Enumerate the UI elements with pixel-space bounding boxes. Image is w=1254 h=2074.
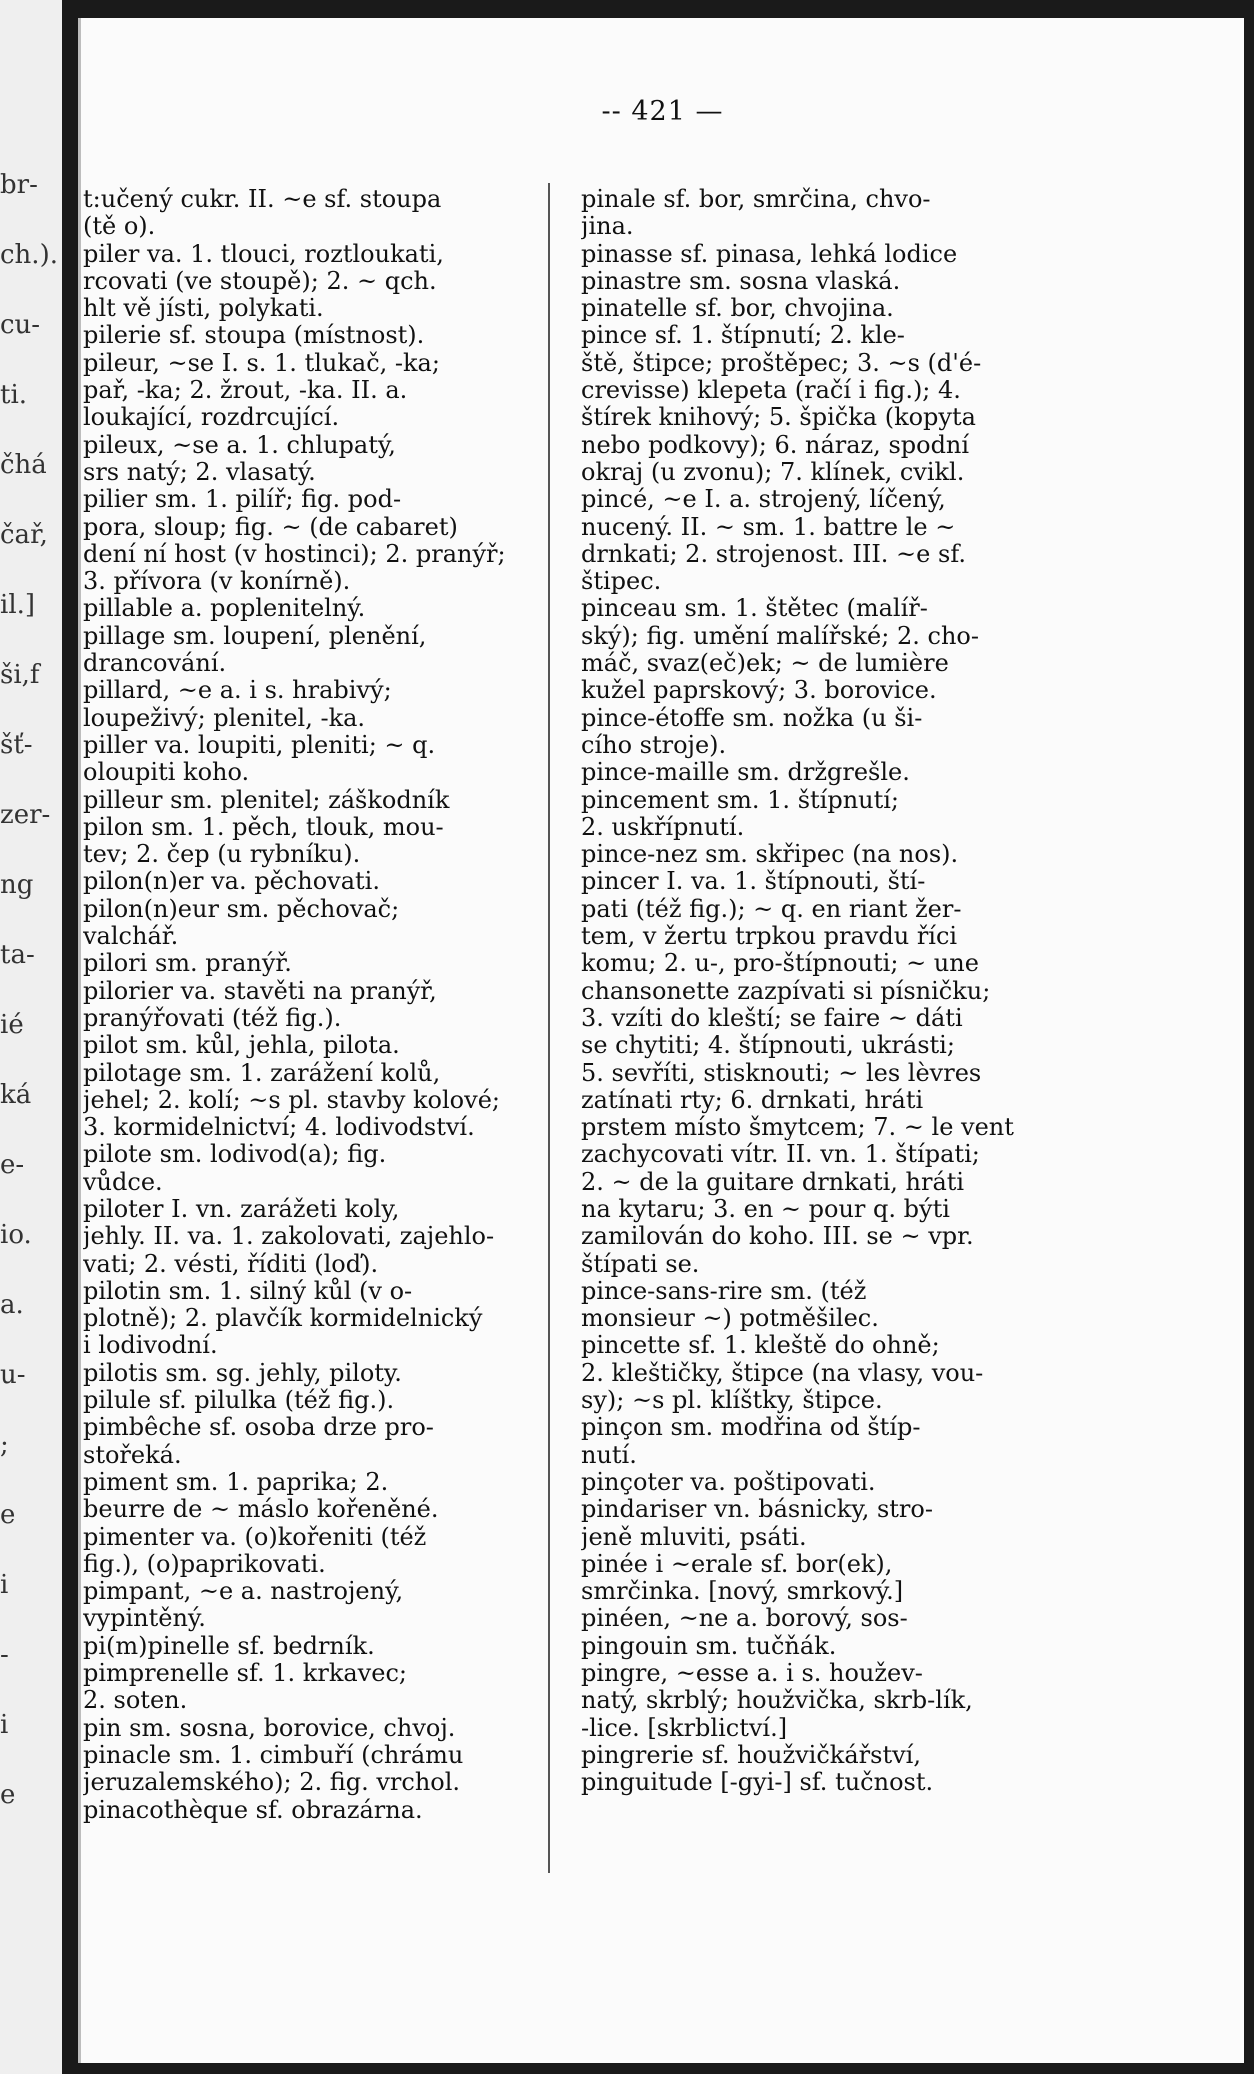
- dictionary-line: štípati se.: [581, 1249, 700, 1278]
- dictionary-line: okraj (u zvonu); 7. klínek, cvikl.: [581, 457, 965, 486]
- dictionary-line: pingre, ~esse a. i s. houžev-: [581, 1659, 923, 1688]
- dictionary-line: pinçoter va. poštipovati.: [581, 1467, 876, 1496]
- dictionary-line: zachycovati vítr. II. vn. 1. štípati;: [581, 1140, 980, 1169]
- dictionary-line: valchář.: [83, 922, 179, 951]
- dictionary-line: pranýřovati (též fig.).: [83, 1003, 342, 1032]
- dictionary-line: dení ní host (v hostinci); 2. pranýř;: [83, 539, 506, 568]
- dictionary-line: pati (též fig.); ~ q. en riant žer-: [581, 894, 962, 923]
- dictionary-line: pilotin sm. 1. silný kůl (v o-: [83, 1276, 413, 1305]
- previous-page-fragment: br-: [0, 170, 38, 200]
- dictionary-line: 3. kormidelnictví; 4. lodivodství.: [83, 1113, 475, 1142]
- dictionary-line: piloter I. vn. zarážeti koly,: [83, 1194, 400, 1223]
- dictionary-line: tem, v žertu trpkou pravdu říci: [581, 922, 958, 951]
- dictionary-line: pilotage sm. 1. zarážení kolů,: [83, 1058, 441, 1087]
- dictionary-line: -lice. [skrblictví.]: [581, 1713, 788, 1742]
- dictionary-line: pilon(n)er va. pěchovati.: [83, 867, 380, 896]
- previous-page-fragment: cu-: [0, 310, 41, 340]
- dictionary-line: drancování.: [83, 649, 227, 678]
- previous-page-fragment: ta-: [0, 940, 35, 970]
- dictionary-line: vati; 2. vésti, říditi (loď).: [83, 1249, 379, 1278]
- previous-page-fragment: čař,: [0, 520, 48, 550]
- dictionary-line: vůdce.: [83, 1167, 163, 1196]
- dictionary-line: nebo podkovy); 6. náraz, spodní: [581, 430, 970, 459]
- dictionary-line: beurre de ~ máslo kořeněné.: [83, 1495, 439, 1524]
- dictionary-line: pince-nez sm. skřipec (na nos).: [581, 840, 959, 869]
- previous-page-strip: [0, 0, 62, 2074]
- dictionary-line: prstem místo šmytcem; 7. ~ le vent: [581, 1113, 1014, 1142]
- dictionary-line: máč, svaz(eč)ek; ~ de lumière: [581, 649, 949, 678]
- dictionary-line: pin sm. sosna, borovice, chvoj.: [83, 1713, 456, 1742]
- dictionary-line: pinçon sm. modřina od štíp-: [581, 1413, 921, 1442]
- dictionary-line: pilerie sf. stoupa (místnost).: [83, 321, 425, 350]
- dictionary-line: pingouin sm. tučňák.: [581, 1631, 837, 1660]
- dictionary-line: nucený. II. ~ sm. 1. battre le ~: [581, 512, 956, 541]
- dictionary-line: jina.: [581, 212, 634, 241]
- dictionary-line: pileux, ~se a. 1. chlupatý,: [83, 430, 396, 459]
- dictionary-line: pilote sm. lodivod(a); fig.: [83, 1140, 387, 1169]
- dictionary-line: cího stroje).: [581, 730, 727, 759]
- dictionary-line: pillable a. poplenitelný.: [83, 594, 366, 623]
- dictionary-line: pora, sloup; fig. ~ (de cabaret): [83, 512, 458, 541]
- dictionary-line: pincer I. va. 1. štípnouti, ští-: [581, 867, 926, 896]
- dictionary-line: piler va. 1. tlouci, roztloukati,: [83, 239, 444, 268]
- dictionary-line: pillage sm. loupení, plenění,: [83, 621, 427, 650]
- dictionary-line: t:učený cukr. II. ~e sf. stoupa: [83, 186, 442, 213]
- dictionary-line: pince-sans-rire sm. (též: [581, 1276, 867, 1305]
- dictionary-line: nutí.: [581, 1440, 637, 1469]
- previous-page-fragment: ši,f: [0, 660, 40, 690]
- previous-page-fragment: ng: [0, 870, 34, 900]
- dictionary-line: stořeká.: [83, 1440, 182, 1469]
- previous-page-fragment: ié: [0, 1010, 24, 1040]
- previous-page-fragment: ti.: [0, 380, 28, 410]
- dictionary-line: pilule sf. pilulka (též fig.).: [83, 1386, 395, 1415]
- dictionary-line: jeruzalemského); 2. fig. vrchol.: [83, 1768, 461, 1797]
- dictionary-line: pinastre sm. sosna vlaská.: [581, 266, 901, 295]
- dictionary-line: loupeživý; plenitel, -ka.: [83, 703, 366, 732]
- dictionary-line: pince sf. 1. štípnutí; 2. kle-: [581, 321, 905, 350]
- previous-page-fragment: e: [0, 1780, 16, 1810]
- previous-page-fragment: zer-: [0, 800, 51, 830]
- dictionary-line: 2. ~ de la guitare drnkati, hráti: [581, 1167, 965, 1196]
- dictionary-line: pingrerie sf. houžvičkářství,: [581, 1740, 921, 1769]
- previous-page-fragment: i: [0, 1710, 9, 1740]
- dictionary-line: pincette sf. 1. kleště do ohně;: [581, 1331, 940, 1360]
- dictionary-line: plotně); 2. plavčík kormidelnický: [83, 1304, 483, 1333]
- previous-page-fragment: u-: [0, 1360, 26, 1390]
- previous-page-fragment: i: [0, 1570, 9, 1600]
- dictionary-line: pileur, ~se I. s. 1. tlukač, -ka;: [83, 348, 440, 377]
- dictionary-line: srs natý; 2. vlasatý.: [83, 457, 316, 486]
- previous-page-fragment: čhá: [0, 450, 47, 480]
- previous-page-fragment: -: [0, 1640, 9, 1670]
- dictionary-line: (tě o).: [83, 212, 156, 241]
- dictionary-line: ště, štipce; proštěpec; 3. ~s (d'é-: [581, 348, 982, 377]
- dictionary-line: kužel paprskový; 3. borovice.: [581, 676, 937, 705]
- dictionary-line: pince-maille sm. držgrešle.: [581, 758, 910, 787]
- dictionary-line: pimpant, ~e a. nastrojený,: [83, 1577, 404, 1606]
- dictionary-line: pinceau sm. 1. štětec (malíř-: [581, 594, 928, 623]
- dictionary-line: tev; 2. čep (u rybníku).: [83, 840, 361, 869]
- dictionary-line: hlt vě jísti, polykati.: [83, 294, 324, 323]
- dictionary-line: pinéen, ~ne a. borový, sos-: [581, 1604, 908, 1633]
- dictionary-line: pincé, ~e I. a. strojený, líčený,: [581, 485, 946, 514]
- dictionary-line: piller va. loupiti, pleniti; ~ q.: [83, 730, 436, 759]
- dictionary-line: jehel; 2. kolí; ~s pl. stavby kolové;: [83, 1085, 500, 1114]
- dictionary-line: zatínati rty; 6. drnkati, hráti: [581, 1085, 924, 1114]
- dictionary-line: rcovati (ve stoupě); 2. ~ qch.: [83, 266, 437, 295]
- dictionary-line: 3. vzíti do kleští; se faire ~ dáti: [581, 1003, 963, 1032]
- dictionary-line: oloupiti koho.: [83, 758, 250, 787]
- dictionary-line: 3. přívora (v konírně).: [83, 567, 351, 596]
- dictionary-line: pinatelle sf. bor, chvojina.: [581, 294, 894, 323]
- dictionary-line: 2. kleštičky, štipce (na vlasy, vou-: [581, 1358, 984, 1387]
- dictionary-line: pilot sm. kůl, jehla, pilota.: [83, 1031, 400, 1060]
- dictionary-line: vypintěný.: [83, 1604, 206, 1633]
- dictionary-line: natý, skrblý; houžvička, skrb-lík,: [581, 1686, 973, 1715]
- previous-page-fragment: io.: [0, 1220, 32, 1250]
- dictionary-line: pimbêche sf. osoba drze pro-: [83, 1413, 434, 1442]
- dictionary-line: drnkati; 2. strojenost. III. ~e sf.: [581, 539, 966, 568]
- previous-page-fragment: ká: [0, 1080, 32, 1110]
- dictionary-line: na kytaru; 3. en ~ pour q. býti: [581, 1194, 950, 1223]
- dictionary-line: pař, -ka; 2. žrout, -ka. II. a.: [83, 376, 408, 405]
- dictionary-line: pilier sm. 1. pilíř; fig. pod-: [83, 485, 402, 514]
- dictionary-line: pinasse sf. pinasa, lehká lodice: [581, 239, 958, 268]
- dictionary-line: pinale sf. bor, smrčina, chvo-: [581, 186, 931, 213]
- dictionary-line: pilorier va. stavěti na pranýř,: [83, 976, 437, 1005]
- dictionary-line: 2. soten.: [83, 1686, 188, 1715]
- dictionary-line: pinée i ~erale sf. bor(ek),: [581, 1549, 893, 1578]
- right-column: [581, 186, 1101, 2046]
- dictionary-line: pilon(n)eur sm. pěchovač;: [83, 894, 400, 923]
- dictionary-line: sy); ~s pl. klíštky, štipce.: [581, 1386, 883, 1415]
- column-divider: [548, 183, 550, 1873]
- dictionary-line: pilori sm. pranýř.: [83, 949, 292, 978]
- dictionary-line: 2. uskřípnutí.: [581, 812, 745, 841]
- previous-page-fragment: e: [0, 1500, 16, 1530]
- previous-page-fragment: il.]: [0, 590, 36, 620]
- dictionary-line: jehly. II. va. 1. zakolovati, zajehlo-: [83, 1222, 495, 1251]
- dictionary-line: pillard, ~e a. i s. hrabivý;: [83, 676, 392, 705]
- dictionary-line: pi(m)pinelle sf. bedrník.: [83, 1631, 375, 1660]
- previous-page-fragment: šť-: [0, 730, 33, 760]
- dictionary-line: smrčinka. [nový, smrkový.]: [581, 1577, 904, 1606]
- dictionary-line: ský); fig. umění malířské; 2. cho-: [581, 621, 979, 650]
- dictionary-line: monsieur ~) potměšilec.: [581, 1304, 879, 1333]
- dictionary-line: pilleur sm. plenitel; záškodník: [83, 785, 450, 814]
- previous-page-fragment: ;: [0, 1430, 9, 1460]
- dictionary-line: chansonette zazpívati si písničku;: [581, 976, 991, 1005]
- page-number: -- 421 —: [601, 96, 724, 127]
- dictionary-line: štírek knihový; 5. špička (kopyta: [581, 403, 976, 432]
- dictionary-line: jeně mluviti, psáti.: [581, 1522, 807, 1551]
- left-column: [83, 186, 528, 2046]
- dictionary-line: i lodivodní.: [83, 1331, 218, 1360]
- previous-page-fragment: ch.).: [0, 240, 58, 270]
- dictionary-line: crevisse) klepeta (račí i fig.); 4.: [581, 376, 961, 405]
- previous-page-fragment: e-: [0, 1150, 25, 1180]
- dictionary-line: pilotis sm. sg. jehly, piloty.: [83, 1358, 402, 1387]
- dictionary-line: pindariser vn. básnicky, stro-: [581, 1495, 933, 1524]
- dictionary-line: štipec.: [581, 567, 662, 596]
- dictionary-line: loukající, rozdrcující.: [83, 403, 340, 432]
- dictionary-line: zamilován do koho. III. se ~ vpr.: [581, 1222, 974, 1251]
- previous-page-fragment: a.: [0, 1290, 24, 1320]
- dictionary-line: se chytiti; 4. štípnouti, ukrásti;: [581, 1031, 955, 1060]
- dictionary-line: pince-étoffe sm. nožka (u ši-: [581, 703, 923, 732]
- dictionary-line: 5. sevříti, stisknouti; ~ les lèvres: [581, 1058, 982, 1087]
- dictionary-line: pimenter va. (o)kořeniti (též: [83, 1522, 427, 1551]
- dictionary-line: pilon sm. 1. pěch, tlouk, mou-: [83, 812, 444, 841]
- dictionary-line: fig.), (o)paprikovati.: [83, 1549, 326, 1578]
- dictionary-line: pinguitude [-gyi-] sf. tučnost.: [581, 1768, 934, 1797]
- dictionary-line: pinacle sm. 1. cimbuří (chrámu: [83, 1740, 464, 1769]
- dictionary-line: komu; 2. u-, pro-štípnouti; ~ une: [581, 949, 979, 978]
- dictionary-line: piment sm. 1. paprika; 2.: [83, 1467, 389, 1496]
- dictionary-line: pincement sm. 1. štípnutí;: [581, 785, 900, 814]
- dictionary-page: [78, 18, 1244, 2063]
- dictionary-line: pinacothèque sf. obrazárna.: [83, 1795, 423, 1824]
- dictionary-line: pimprenelle sf. 1. krkavec;: [83, 1659, 407, 1688]
